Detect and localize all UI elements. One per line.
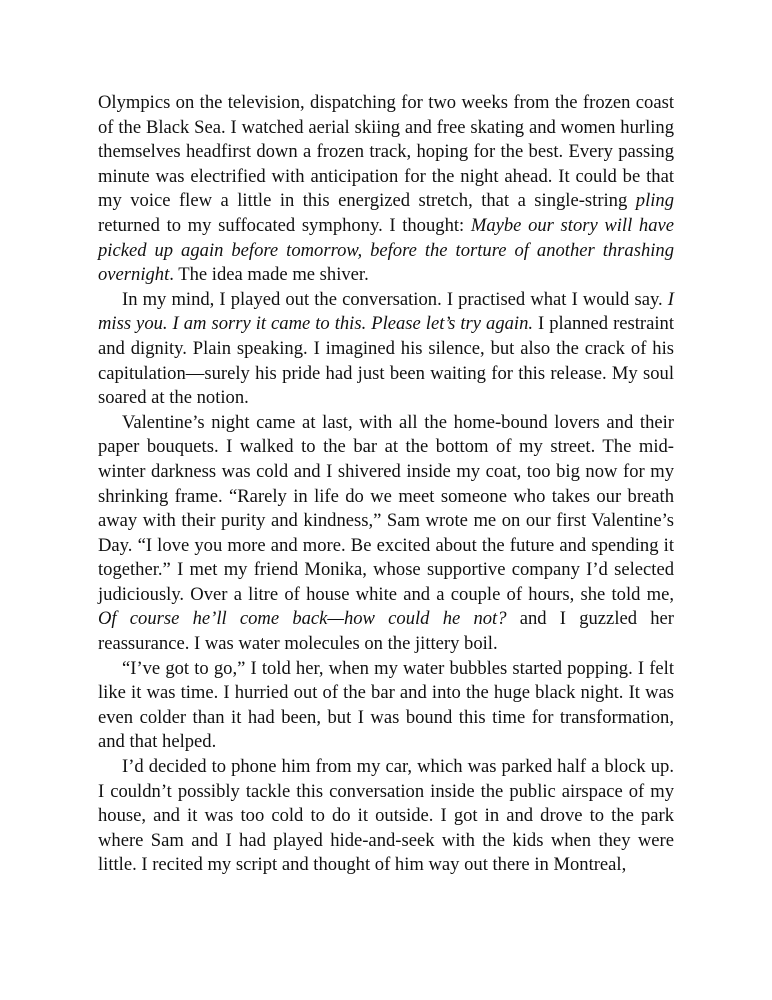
- text-run: In my mind, I played out the conversation. I practised what I would say.: [122, 288, 668, 310]
- paragraph-1: [98, 91, 674, 288]
- text-run: I planned restraint and dignity. Plain speaking. I imagined his silence, but also the crack of his capitulation—surely his pride had just been waiting for this release. My soul soared at the notion.: [98, 313, 675, 409]
- paragraph-4: [98, 657, 674, 755]
- book-page: [98, 91, 674, 878]
- text-run: . The idea made me shiver.: [169, 264, 369, 286]
- italic-run: Of course he’ll come back—how could he not?: [98, 608, 507, 630]
- text-run: Olympics on the television, dispatching for two weeks from the frozen coast of the Black Sea. I watched aerial skiing and free skating and women hurling themselves headfirst down a frozen track, hoping for the best. Every passing minute was electrified with anticipation for the night ahead. It could be that my voice flew a little in this energized stretch, that a single-string: [98, 92, 674, 212]
- italic-run: Maybe our story will have picked up again before tomorrow, before the torture of another thrashing overnight: [98, 214, 675, 286]
- paragraph-2: [98, 288, 674, 411]
- text-run: “I’ve got to go,” I told her, when my water bubbles started popping. I felt like it was time. I hurried out of the bar and into the huge black night. It was even colder than it had been, but I was bound this time for transformation, and that helped.: [98, 657, 674, 753]
- italic-run: I miss you. I am sorry it came to this. Please let’s try again.: [98, 288, 674, 335]
- paragraph-5: [98, 755, 674, 878]
- text-run: and I guzzled her reassurance. I was water molecules on the jittery boil.: [98, 608, 674, 655]
- text-run: returned to my suffocated symphony. I thought:: [98, 214, 471, 236]
- text-run: I’d decided to phone him from my car, which was parked half a block up. I couldn’t possibly tackle this conversation inside the public airspace of my house, and it was too cold to do it outside. I got in and drove to the park where Sam and I had played hide-and-seek with the kids when they were little. I recited my script and thought of him way out there in Montreal,: [98, 756, 674, 876]
- paragraph-3: [98, 411, 674, 657]
- italic-run: pling: [635, 190, 674, 212]
- text-run: Valentine’s night came at last, with all the home-bound lovers and their paper bouquets. I walked to the bar at the bottom of my street. The mid-winter darkness was cold and I shivered inside my coat, too big now for my shrinking frame. “Rarely in life do we meet someone who takes our breath away with their purity and kindness,” Sam wrote me on our first Valentine’s Day. “I love you more and more. Be excited about the future and spending it together.” I met my friend Monika, whose supportive company I’d selected judiciously. Over a litre of house white and a couple of hours, she told me,: [98, 411, 674, 605]
